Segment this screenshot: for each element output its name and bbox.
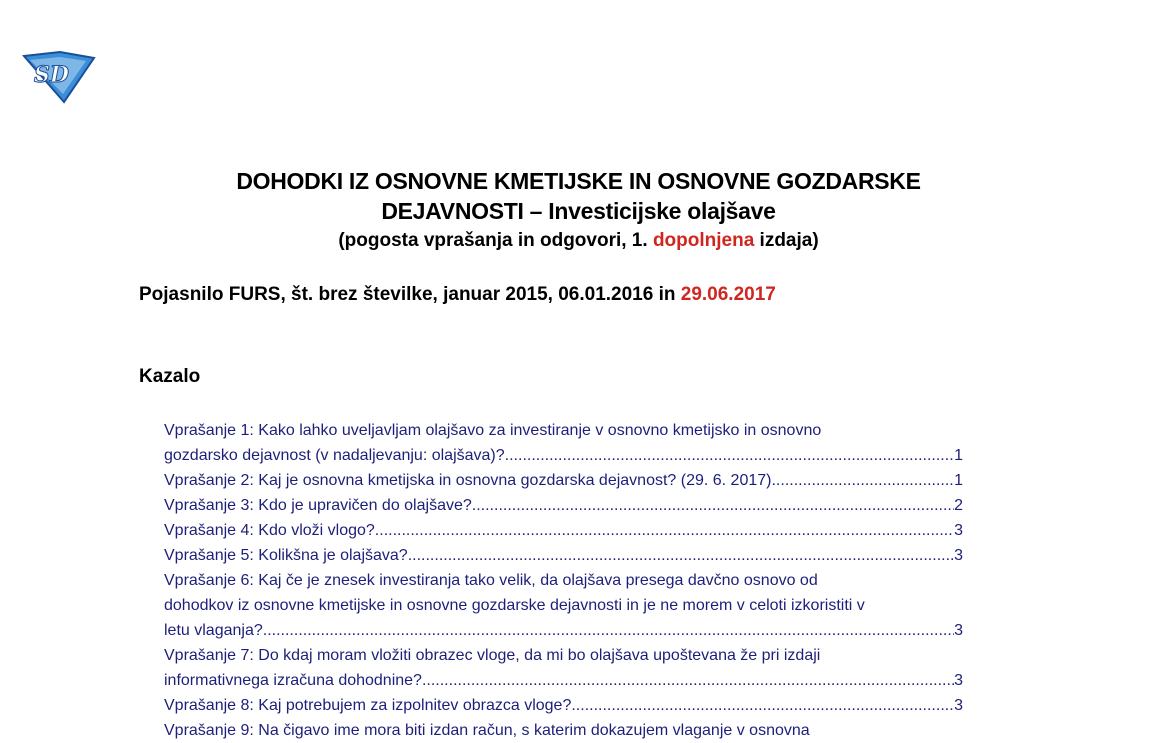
toc-item-7-text: informativnega izračuna dohodnine? xyxy=(164,672,422,689)
pojasnilo-text: Pojasnilo FURS, št. brez številke, januar 2015, 06.01.2016 in xyxy=(139,284,681,305)
document-subtitle xyxy=(0,228,1157,254)
toc-leader xyxy=(408,543,954,568)
table-of-contents xyxy=(164,418,1024,743)
toc-item-6-line-1[interactable]: Vprašanje 6: Kaj če je znesek investiranja tako velik, da olajšava presega davčno osnovo od xyxy=(164,572,818,589)
toc-item-5-text: Vprašanje 5: Kolikšna je olajšava? xyxy=(164,547,408,564)
toc-item-9-line-1[interactable]: Vprašanje 9: Na čigavo ime mora biti izdan račun, s katerim dokazujem vlaganje v osnovna xyxy=(164,722,810,739)
toc-item-6-text: letu vlaganja? xyxy=(164,622,263,639)
toc-leader xyxy=(472,493,954,518)
toc-item-2-text: Vprašanje 2: Kaj je osnovna kmetijska in osnovna gozdarska dejavnost? (29. 6. 2017) xyxy=(164,472,772,489)
toc-item-6[interactable] xyxy=(164,618,963,643)
toc-item-5-page: 3 xyxy=(954,547,963,564)
toc-item-1[interactable] xyxy=(164,443,963,468)
pojasnilo-line xyxy=(139,281,776,309)
toc-item-3[interactable] xyxy=(164,493,963,518)
toc-item-7-line-1[interactable]: Vprašanje 7: Do kdaj moram vložiti obrazec vloge, da mi bo olajšava upoštevana že pri izdaji xyxy=(164,647,821,664)
document-title-line-1: DOHODKI IZ OSNOVNE KMETIJSKE IN OSNOVNE GOZDARSKE xyxy=(236,168,921,194)
toc-item-1-page: 1 xyxy=(954,447,963,464)
subtitle-text-start: (pogosta vprašanja in odgovori, 1. xyxy=(338,230,653,251)
toc-item-6-page: 3 xyxy=(954,622,963,639)
subtitle-text-end: izdaja) xyxy=(754,230,819,251)
toc-item-7[interactable] xyxy=(164,668,963,693)
toc-item-8-page: 3 xyxy=(954,697,963,714)
sd-logo-icon xyxy=(20,48,96,104)
toc-item-4-page: 3 xyxy=(954,522,963,539)
toc-leader xyxy=(263,618,954,643)
toc-item-8[interactable] xyxy=(164,693,963,718)
kazalo-heading: Kazalo xyxy=(139,366,201,387)
toc-leader xyxy=(771,468,954,493)
toc-leader xyxy=(571,693,954,718)
toc-item-3-page: 2 xyxy=(954,497,963,514)
document-title-line-2: DEJAVNOSTI – Investicijske olajšave xyxy=(381,198,776,224)
toc-item-2[interactable] xyxy=(164,468,963,493)
subtitle-highlight: dopolnjena xyxy=(652,230,755,251)
toc-leader xyxy=(375,518,954,543)
toc-item-7-page: 3 xyxy=(954,672,963,689)
toc-item-1-text: gozdarsko dejavnost (v nadaljevanju: olajšava)? xyxy=(164,447,505,464)
toc-leader xyxy=(505,443,954,468)
toc-item-8-text: Vprašanje 8: Kaj potrebujem za izpolnitev obrazca vloge? xyxy=(164,697,572,714)
pojasnilo-red-date: 29.06.2017 xyxy=(680,284,776,305)
toc-item-4[interactable] xyxy=(164,518,963,543)
toc-item-2-page: 1 xyxy=(954,472,963,489)
toc-leader xyxy=(422,668,954,693)
svg-text:SD: SD xyxy=(34,62,69,88)
toc-item-5[interactable] xyxy=(164,543,963,568)
toc-item-1-line-1[interactable]: Vprašanje 1: Kako lahko uveljavljam olajšavo za investiranje v osnovno kmetijsko in osnovno xyxy=(164,422,822,439)
toc-item-3-text: Vprašanje 3: Kdo je upravičen do olajšave? xyxy=(164,497,472,514)
toc-item-4-text: Vprašanje 4: Kdo vloži vlogo? xyxy=(164,522,375,539)
toc-item-6-line-2[interactable]: dohodkov iz osnovne kmetijske in osnovne gozdarske dejavnosti in je ne morem v celoti izkoristiti v xyxy=(164,597,865,614)
